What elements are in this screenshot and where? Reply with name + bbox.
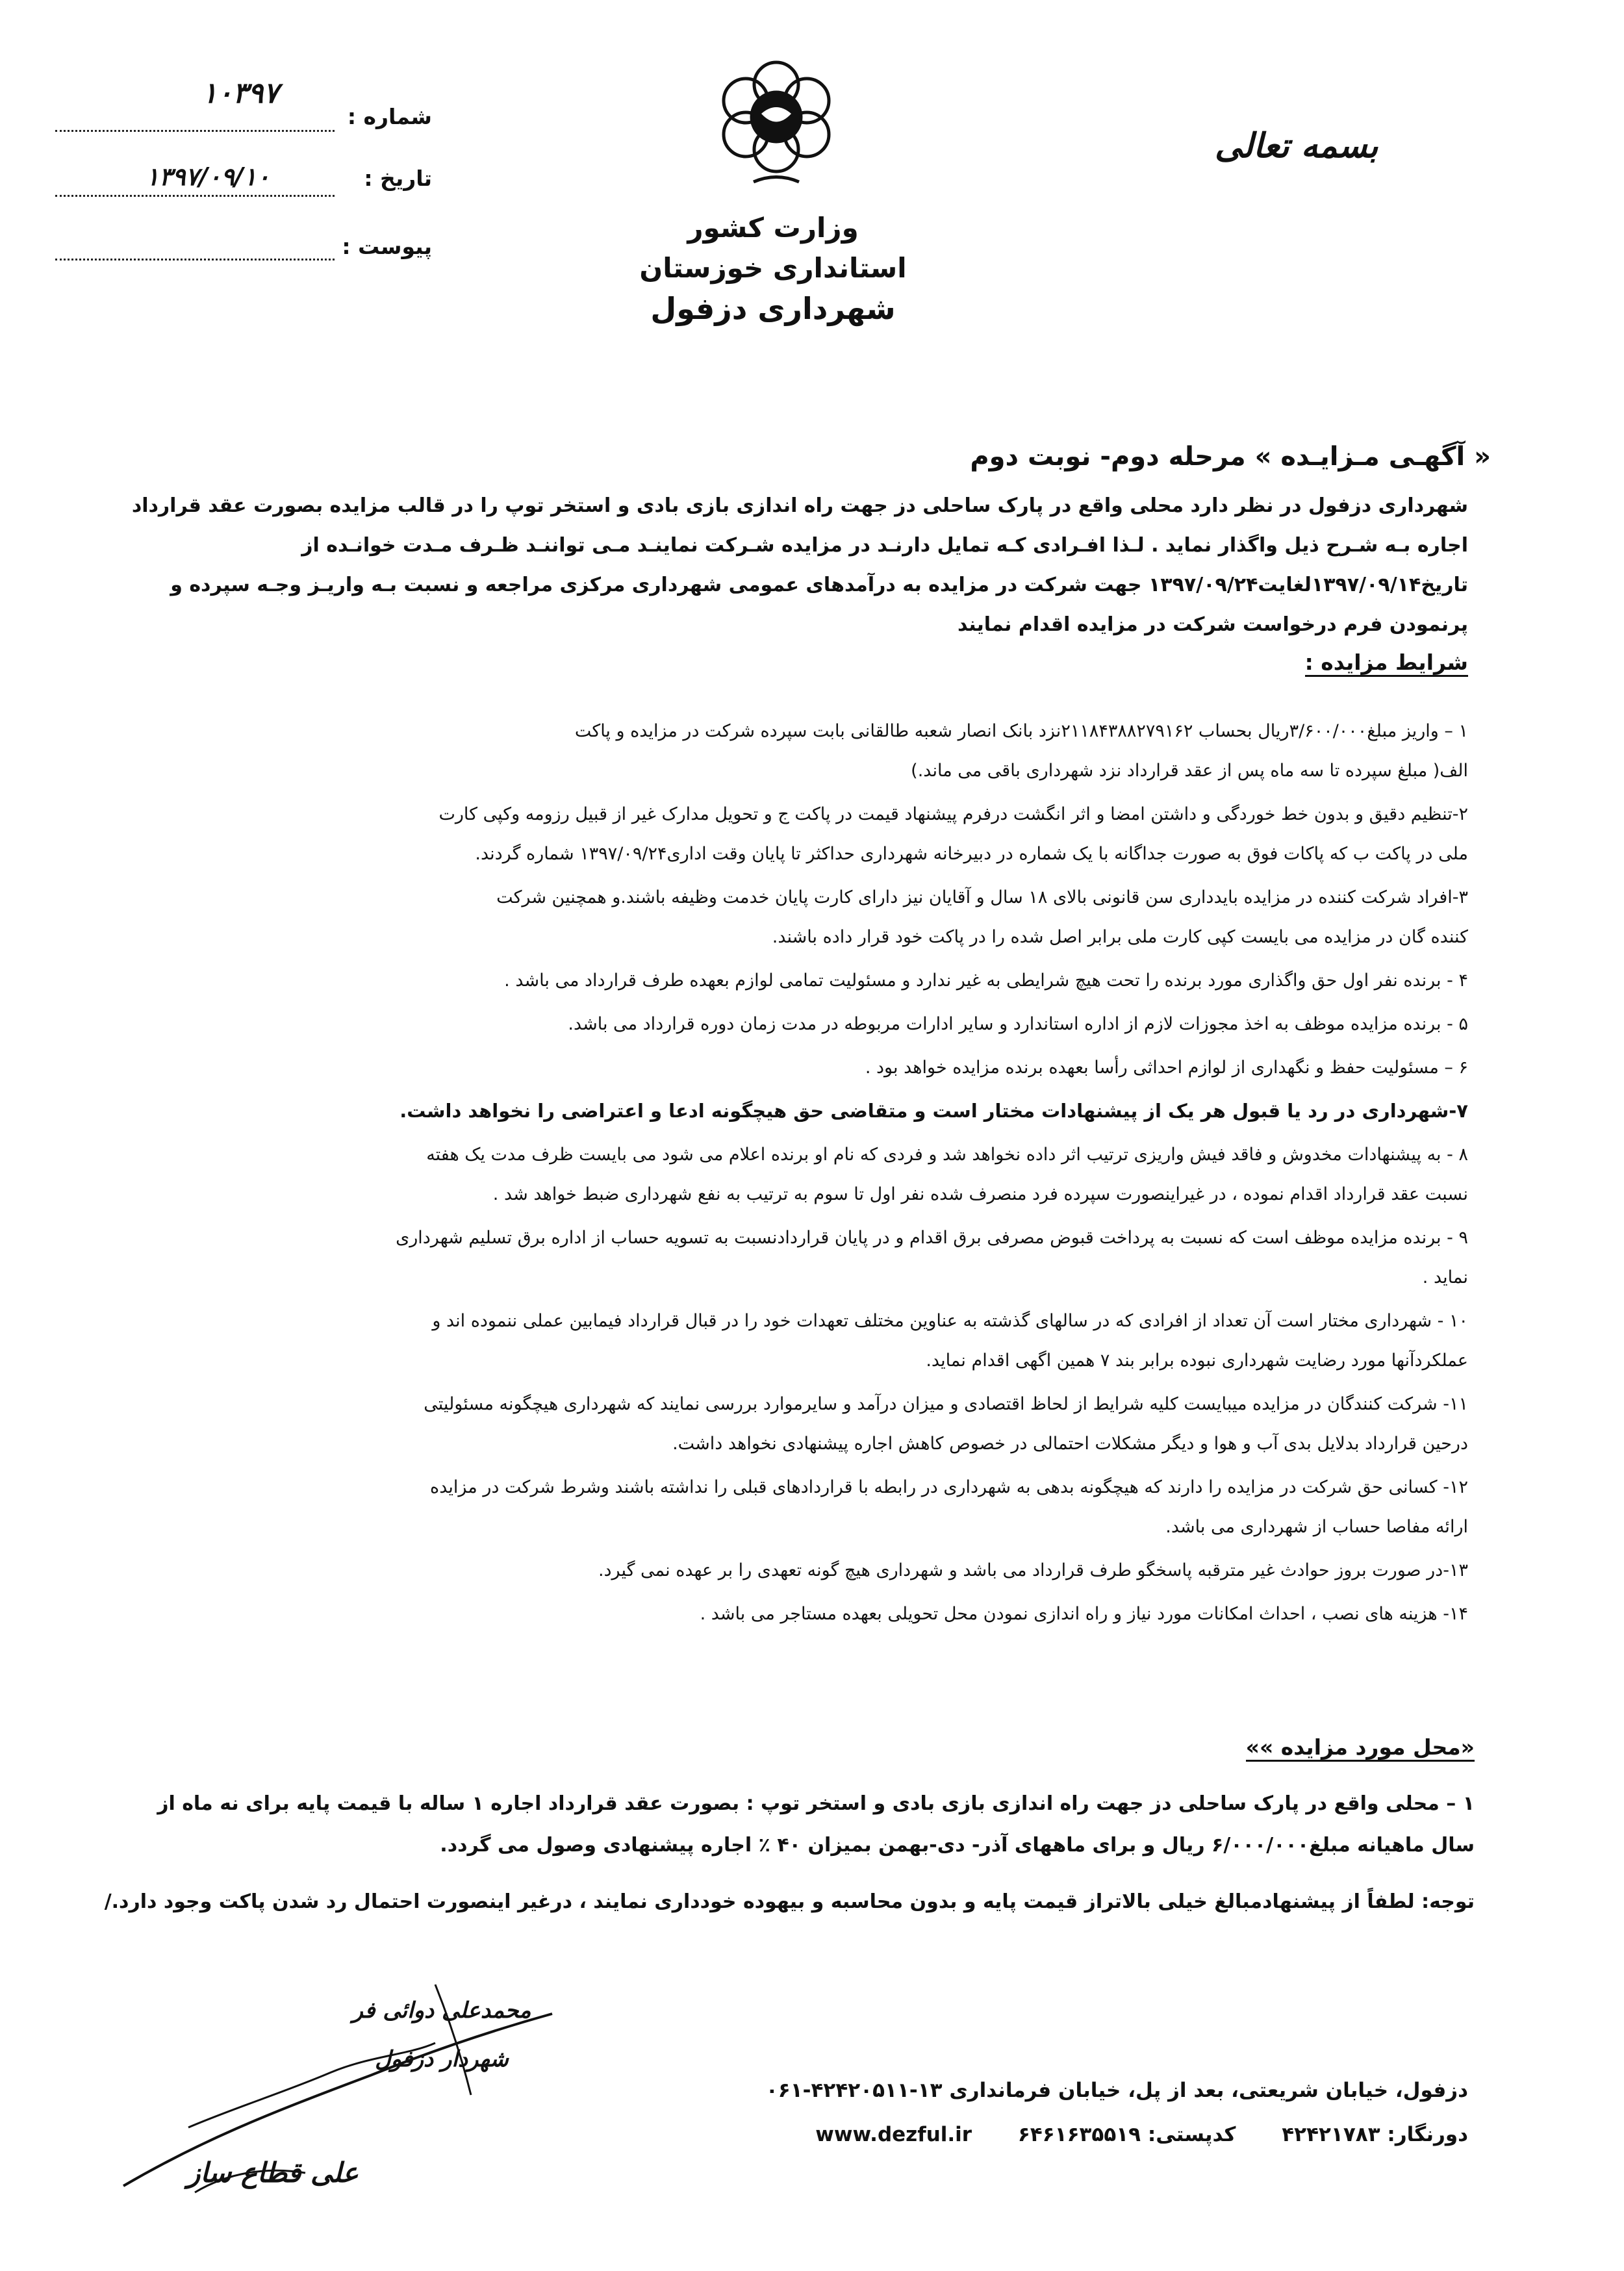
signatory-role: شهردار دزفول (375, 2046, 509, 2072)
bism-heading: بسمه تعالی (1215, 127, 1378, 166)
condition-line: ۱۱- شرکت کنندگان در مزایده میبایست کلیه شرایط از لحاظ اقتصادی و میزان درآمد و سایرموارد بررسی نمایند که شهرداری هیچگونه مسئولیتی (424, 1394, 1468, 1414)
condition-item: ۵ - برنده مزایده موظف به اخذ مجوزات لازم از اداره استاندارد و سایر ادارات مربوطه در مدت زمان دوره قرارداد می باشد. (568, 1014, 1468, 1034)
intro-line: اجاره بـه شـرح ذیل واگذار نماید . لـذا افـرادی کـه تمایل دارنـد در مزایده شـرکت نماینـد مـی تواننـد ظـرف مـدت خوانـده از (301, 534, 1468, 557)
condition-line: نماید . (1422, 1267, 1468, 1288)
condition-item (91, 1384, 1468, 1464)
condition-line: نسبت عقد قرارداد اقدام نموده ، در غیراینصورت سپرده فرد منصرف شده نفر اول تا سوم به ترتیب به نفع شهرداری ضبط خواهد شد . (492, 1184, 1468, 1204)
condition-line: الف( مبلغ سپرده تا سه ماه پس از عقد قرارداد نزد شهرداری باقی می ماند.) (911, 761, 1468, 781)
footer-contact (344, 2123, 1468, 2146)
date-line (55, 195, 335, 197)
intro-paragraph (97, 486, 1468, 644)
condition-line: ۹ - برنده مزایده موظف است که نسبت به پرداخت قبوض مصرفی برق اقدام و در پایان قراردادنسبت به تسویه حساب از اداره برق تسلیم شهرداری (396, 1228, 1468, 1248)
condition-item (91, 1218, 1468, 1297)
condition-item (91, 878, 1468, 957)
condition-item: ۱۴- هزینه های نصب ، احداث امکانات مورد نیاز و راه اندازی نمودن محل تحویلی بعهده مستاجر می باشد . (700, 1604, 1468, 1624)
handwritten-note: علی قطاع ساز (187, 2157, 359, 2189)
location-heading: «محل مورد مزایده »» (1246, 1734, 1475, 1762)
ministry-name: وزارت کشور (687, 212, 859, 244)
condition-line: کننده گان در مزایده می بایست کپی کارت ملی برابر اصل شده را در پاکت خود قرار داده باشند. (772, 927, 1468, 947)
fax-number: ۴۲۴۲۱۷۸۳ (1282, 2123, 1380, 2146)
intro-line: تاریخ۱۳۹۷/۰۹/۱۴لغایت۱۳۹۷/۰۹/۲۴ جهت شرکت در مزایده به درآمدهای عمومی شهرداری مرکزی مراجعه و نسبت بـه واریـز وجـه سپرده و (170, 574, 1468, 596)
signatory-name: محمدعلی دوائی فر (352, 1998, 531, 2024)
municipality-emblem-icon (715, 49, 838, 205)
number-label: شماره : (347, 104, 432, 129)
attachment-label: پیوست : (342, 234, 432, 259)
date-value: ۱۳۹۷/۰۹/۱۰ (146, 162, 270, 191)
attention-note: توجه: لطفاً از پیشنهادمبالغ خیلی بالاتراز قیمت پایه و بدون محاسبه و بیهوده خودداری نمایند ، درغیر اینصورت احتمال رد شدن پاکت وجود دارد./ (104, 1890, 1475, 1913)
condition-item (91, 794, 1468, 874)
condition-line: درحین قرارداد بدلایل بدی آب و هوا و دیگر مشکلات احتمالی در خصوص کاهش اجاره پیشنهادی نخواهد داشت. (672, 1434, 1468, 1454)
notice-title: « آگهـی مـزایـده » مرحله دوم- نوبت دوم (970, 442, 1491, 472)
condition-item: ۴ - برنده نفر اول حق واگذاری مورد برنده را تحت هیچ شرایطی به غیر ندارد و مسئولیت تمامی لوازم بعهده طرف قرارداد می باشد . (504, 971, 1468, 991)
condition-line: ۲-تنظیم دقیق و بدون خط خوردگی و داشتن امضا و اثر انگشت درفرم پیشنهاد قیمت در پاکت ج و تحویل مدارک غیر از قبیل رزومه وکپی کارت (438, 804, 1468, 824)
condition-line: عملکردآنها مورد رضایت شهرداری نبوده برابر بند ۷ همین اگهی اقدام نماید. (926, 1351, 1468, 1371)
location-line: ۱ – محلی واقع در پارک ساحلی دز جهت راه اندازی بازی بادی و استخر توپ : بصورت عقد قرارداد اجاره ۱ ساله با قیمت پایه برای نه ماه از (157, 1792, 1475, 1815)
condition-item (91, 1467, 1468, 1547)
attachment-line (55, 259, 335, 260)
location-block (97, 1783, 1475, 1866)
intro-line: شهرداری دزفول در نظر دارد محلی واقع در پارک ساحلی دز جهت راه اندازی بازی بادی و استخر توپ را در قالب مزایده بصورت عقد قرارداد (131, 494, 1468, 517)
fax-label: دورنگار: (1387, 2123, 1468, 2146)
governorate-name: استانداری خوزستان (639, 252, 907, 284)
conditions-heading-wrap (1280, 650, 1468, 675)
date-label: تاریخ : (364, 166, 432, 191)
condition-item (91, 711, 1468, 791)
condition-line: ۳-افراد شرکت کننده در مزایده بایدداری سن قانونی بالای ۱۸ سال و آقایان نیز دارای کارت پایان خدمت وظیفه باشند.و همچنین شرکت (496, 887, 1468, 907)
condition-line: ملی در پاکت ب که پاکات فوق به صورت جداگانه با یک شماره در دبیرخانه شهرداری حداکثر تا پایان وقت اداری۱۳۹۷/۰۹/۲۴ شماره گردند. (475, 844, 1468, 864)
condition-item (91, 1301, 1468, 1380)
condition-item: ۱۳-در صورت بروز حوادث غیر مترقبه پاسخگو طرف قرارداد می باشد و شهرداری هیچ گونه تعهدی را بر عهده نمی گیرد. (598, 1560, 1468, 1580)
conditions-list (91, 711, 1468, 1634)
ministry-block (565, 208, 981, 329)
municipality-name: شهرداری دزفول (650, 291, 896, 326)
condition-item: ۶ – مسئولیت حفظ و نگهداری از لوازم احداثی رأسا بعهده برنده مزایده خواهد بود . (865, 1058, 1468, 1078)
number-line (55, 130, 335, 132)
website-link[interactable]: www.dezful.ir (815, 2123, 972, 2146)
condition-item: ۷-شهرداری در رد یا قبول هر یک از پیشنهادات مختار است و متقاضی حق هیچگونه ادعا و اعتراضی را نخواهد داشت. (400, 1100, 1468, 1122)
number-value: ۱۰۳۹۷ (201, 77, 279, 110)
footer-address: دزفول، خیابان شریعتی، بعد از پل، خیابان فرمانداری ۱۳-۴۲۴۲۰۵۱۱-۰۶۱ (765, 2079, 1468, 2102)
condition-line: ۱ – واریز مبلغ۳/۶۰۰/۰۰۰ریال بحساب ۲۱۱۸۴۳۸۸۲۷۹۱۶۲نزد بانک انصار شعبه طالقانی بابت سپرده شرکت در مزایده و پاکت (574, 721, 1468, 741)
condition-line: ۱۰ - شهرداری مختار است آن تعداد از افرادی که در سالهای گذشته به عناوین مختلف تعهدات خود را در قبال قرارداد فیمابین عملی ننموده اند و (432, 1311, 1468, 1331)
condition-line: ۸ - به پیشنهادات مخدوش و فاقد فیش واریزی ترتیب اثر داده نخواهد شد و فردی که نام او برنده اعلام می شود می بایست ظرف مدت یک هفته (426, 1145, 1468, 1165)
postal-label: کدپستی: (1147, 2123, 1236, 2146)
postal-code: ۶۴۶۱۶۳۵۵۱۹ (1017, 2123, 1141, 2146)
location-heading-wrap (1208, 1734, 1475, 1760)
intro-line: پرنمودن فرم درخواست شرکت در مزایده اقدام نمایند (957, 613, 1468, 636)
location-line: سال ماهیانه مبلغ۶/۰۰۰/۰۰۰ ریال و برای ماههای آذر- دی-بهمن بمیزان ۴۰ ٪ اجاره پیشنهادی وصول می گردد. (440, 1834, 1475, 1857)
conditions-heading: شرایط مزایده : (1305, 650, 1468, 677)
condition-line: ۱۲- کسانی حق شرکت در مزایده را دارند که هیچگونه بدهی به شهرداری در رابطه با قراردادهای قبلی را نداشته باشند وشرط شرکت در مزایده (430, 1477, 1468, 1497)
condition-line: ارائه مفاصا حساب از شهرداری می باشد. (1165, 1517, 1468, 1537)
condition-item (91, 1135, 1468, 1214)
